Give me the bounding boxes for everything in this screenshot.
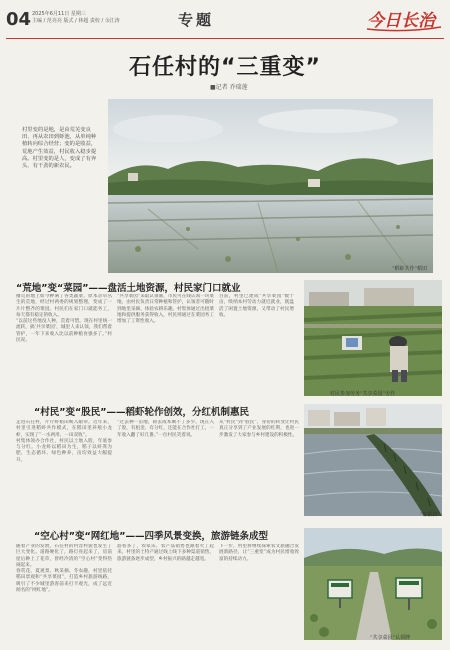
editors-line: 主编 / 范亮亮 版式 / 林超 责校 / 余江涛 [32, 18, 120, 24]
article-intro: 村里变的是地，是由荒芜变良田、再从农田到虾池，从单纯种植转向综合经营；变的是收益，荒地产生效益，村民收入稳步提高。村里变的是人，变成了有奔头、有干劲的新农民。 [22, 127, 97, 170]
section-1-paragraph-1: 撂荒的地上如今种满了各类蔬菜，原本杂草丛生的荒地，经过村两委的规划整理，变成了一片片整齐的菜园。村民们在家门口就能务工，每天都有稳定的收入。 [16, 294, 112, 318]
page-number: 04 [6, 9, 32, 30]
page-header [0, 0, 450, 40]
caption-signboard: “共享菜园”认领牌 [370, 635, 411, 641]
signboard-photo [304, 528, 442, 640]
paddy-field-photo [108, 99, 433, 273]
caption-garden: 村民参加劳务“共享菜园”劳作 [330, 391, 396, 397]
section-3-col-1 [16, 544, 112, 644]
section-1-paragraph-4: 目前，村里已建成“共享菜园”数十亩，吸纳本村劳动力就近就业，既盘活了闲置土地资源，又带动了村民增收。 [219, 294, 294, 318]
section-3-paragraph-3: 游客多了，农家乐、农产品销售也跟着火了起来。村里的土特产通过线上线下多种渠道销售，旅游链条逐步成型，乡村振兴的路越走越宽。 [117, 544, 214, 562]
date-line: 2025年6月11日 星期三 [32, 11, 86, 17]
section-1-col-2 [117, 294, 214, 392]
logo-calligraphy-icon [365, 5, 443, 33]
header-rule [6, 38, 444, 39]
section-2-paragraph-1: 走进石任村，片片虾稻田映入眼帘。近年来，村里引进稻虾共作模式，在稻田里养殖小龙虾，实现了“一水两用、一田双收”。 [16, 420, 112, 438]
section-2-col-2 [117, 420, 214, 516]
section-heading-3: “空心村”变“网红地”——四季风景变换，旅游链条成型 [34, 531, 268, 542]
section-2-paragraph-2: 村集体领办合作社，村民以土地入股，年底参与分红。小龙虾以稻田为生，稻子以虾粪为肥，生态循环、绿色种养，亩均效益大幅提升。 [16, 438, 112, 463]
section-3-paragraph-2: 春赏花、夏观景、秋采摘、冬农趣，村里依托稻田景观和“共享菜园”，打造乡村旅游线路，吸引了不少城里游客前来打卡观光，成了远近闻名的“网红地”。 [16, 569, 112, 594]
caption-pond: “虾稻田” [420, 512, 441, 518]
section-2-col-1 [16, 420, 112, 516]
section-1-col-3 [219, 294, 294, 392]
section-1-col-1 [16, 294, 112, 392]
section-3-paragraph-1: 随着产业的发展，石任村的村容村貌也发生了巨大变化。道路硬化了，路灯亮起来了，房前屋后种上了花草，曾经冷清的“空心村”变得热闹起来。 [16, 544, 112, 568]
caption-paddy: “稻虾共作”稻田 [392, 266, 428, 272]
vegetable-garden-photo [304, 280, 442, 396]
newspaper-logo [365, 5, 443, 33]
svg-text:今日长治: 今日长治 [367, 11, 435, 31]
section-3-col-3 [219, 544, 299, 644]
section-2-paragraph-3: “过去种一亩地，除去成本剩不了多少。现在入了股，有租金、有分红，还能在合作社打工，一年收入翻了好几番。”一位村民笑着说。 [117, 420, 214, 438]
reporter-byline: ■记者 乔瑞莲 [210, 84, 248, 91]
section-label: 专题 [178, 11, 215, 29]
section-heading-2: “村民”变“股民”——稻虾轮作创效，分红机制惠民 [34, 407, 249, 418]
section-heading-1: “荒地”变“菜园”——盘活土地资源，村民家门口就业 [16, 283, 241, 294]
section-2-paragraph-4: 从“村民”到“股民”，身份的转变让村民真正分享到了产业发展的红利，也进一步激发了大家参与乡村建设的积极性。 [219, 420, 299, 438]
article-title: 石任村的“三重变” [129, 55, 321, 80]
masthead-meta [32, 11, 120, 25]
section-3-col-2 [117, 544, 214, 644]
section-1-paragraph-3: “共享菜园”采取认领制，市民可在线认领一块菜地，由村民负责日常种植和管护，认领者可随时到地里采摘、体验农耕乐趣。村集体通过出租菜地和提供服务获得收入，村民则通过在菜园务工增加了工资性收入。 [117, 294, 214, 325]
section-3-paragraph-4: 下一步，村里将继续探索农文旅融合发展新路径，让“三重变”成为村民增收致富的持续动力。 [219, 544, 299, 562]
section-1-paragraph-2: “以前这些地没人种，荒着可惜。现在村里统一流转，搞‘共享菜园’，城里人来认领，我们帮着管护，一年下来收入比以前种粮食强多了。”村民说。 [16, 319, 112, 344]
section-2-col-3 [219, 420, 299, 516]
crayfish-pond-photo [304, 404, 442, 516]
